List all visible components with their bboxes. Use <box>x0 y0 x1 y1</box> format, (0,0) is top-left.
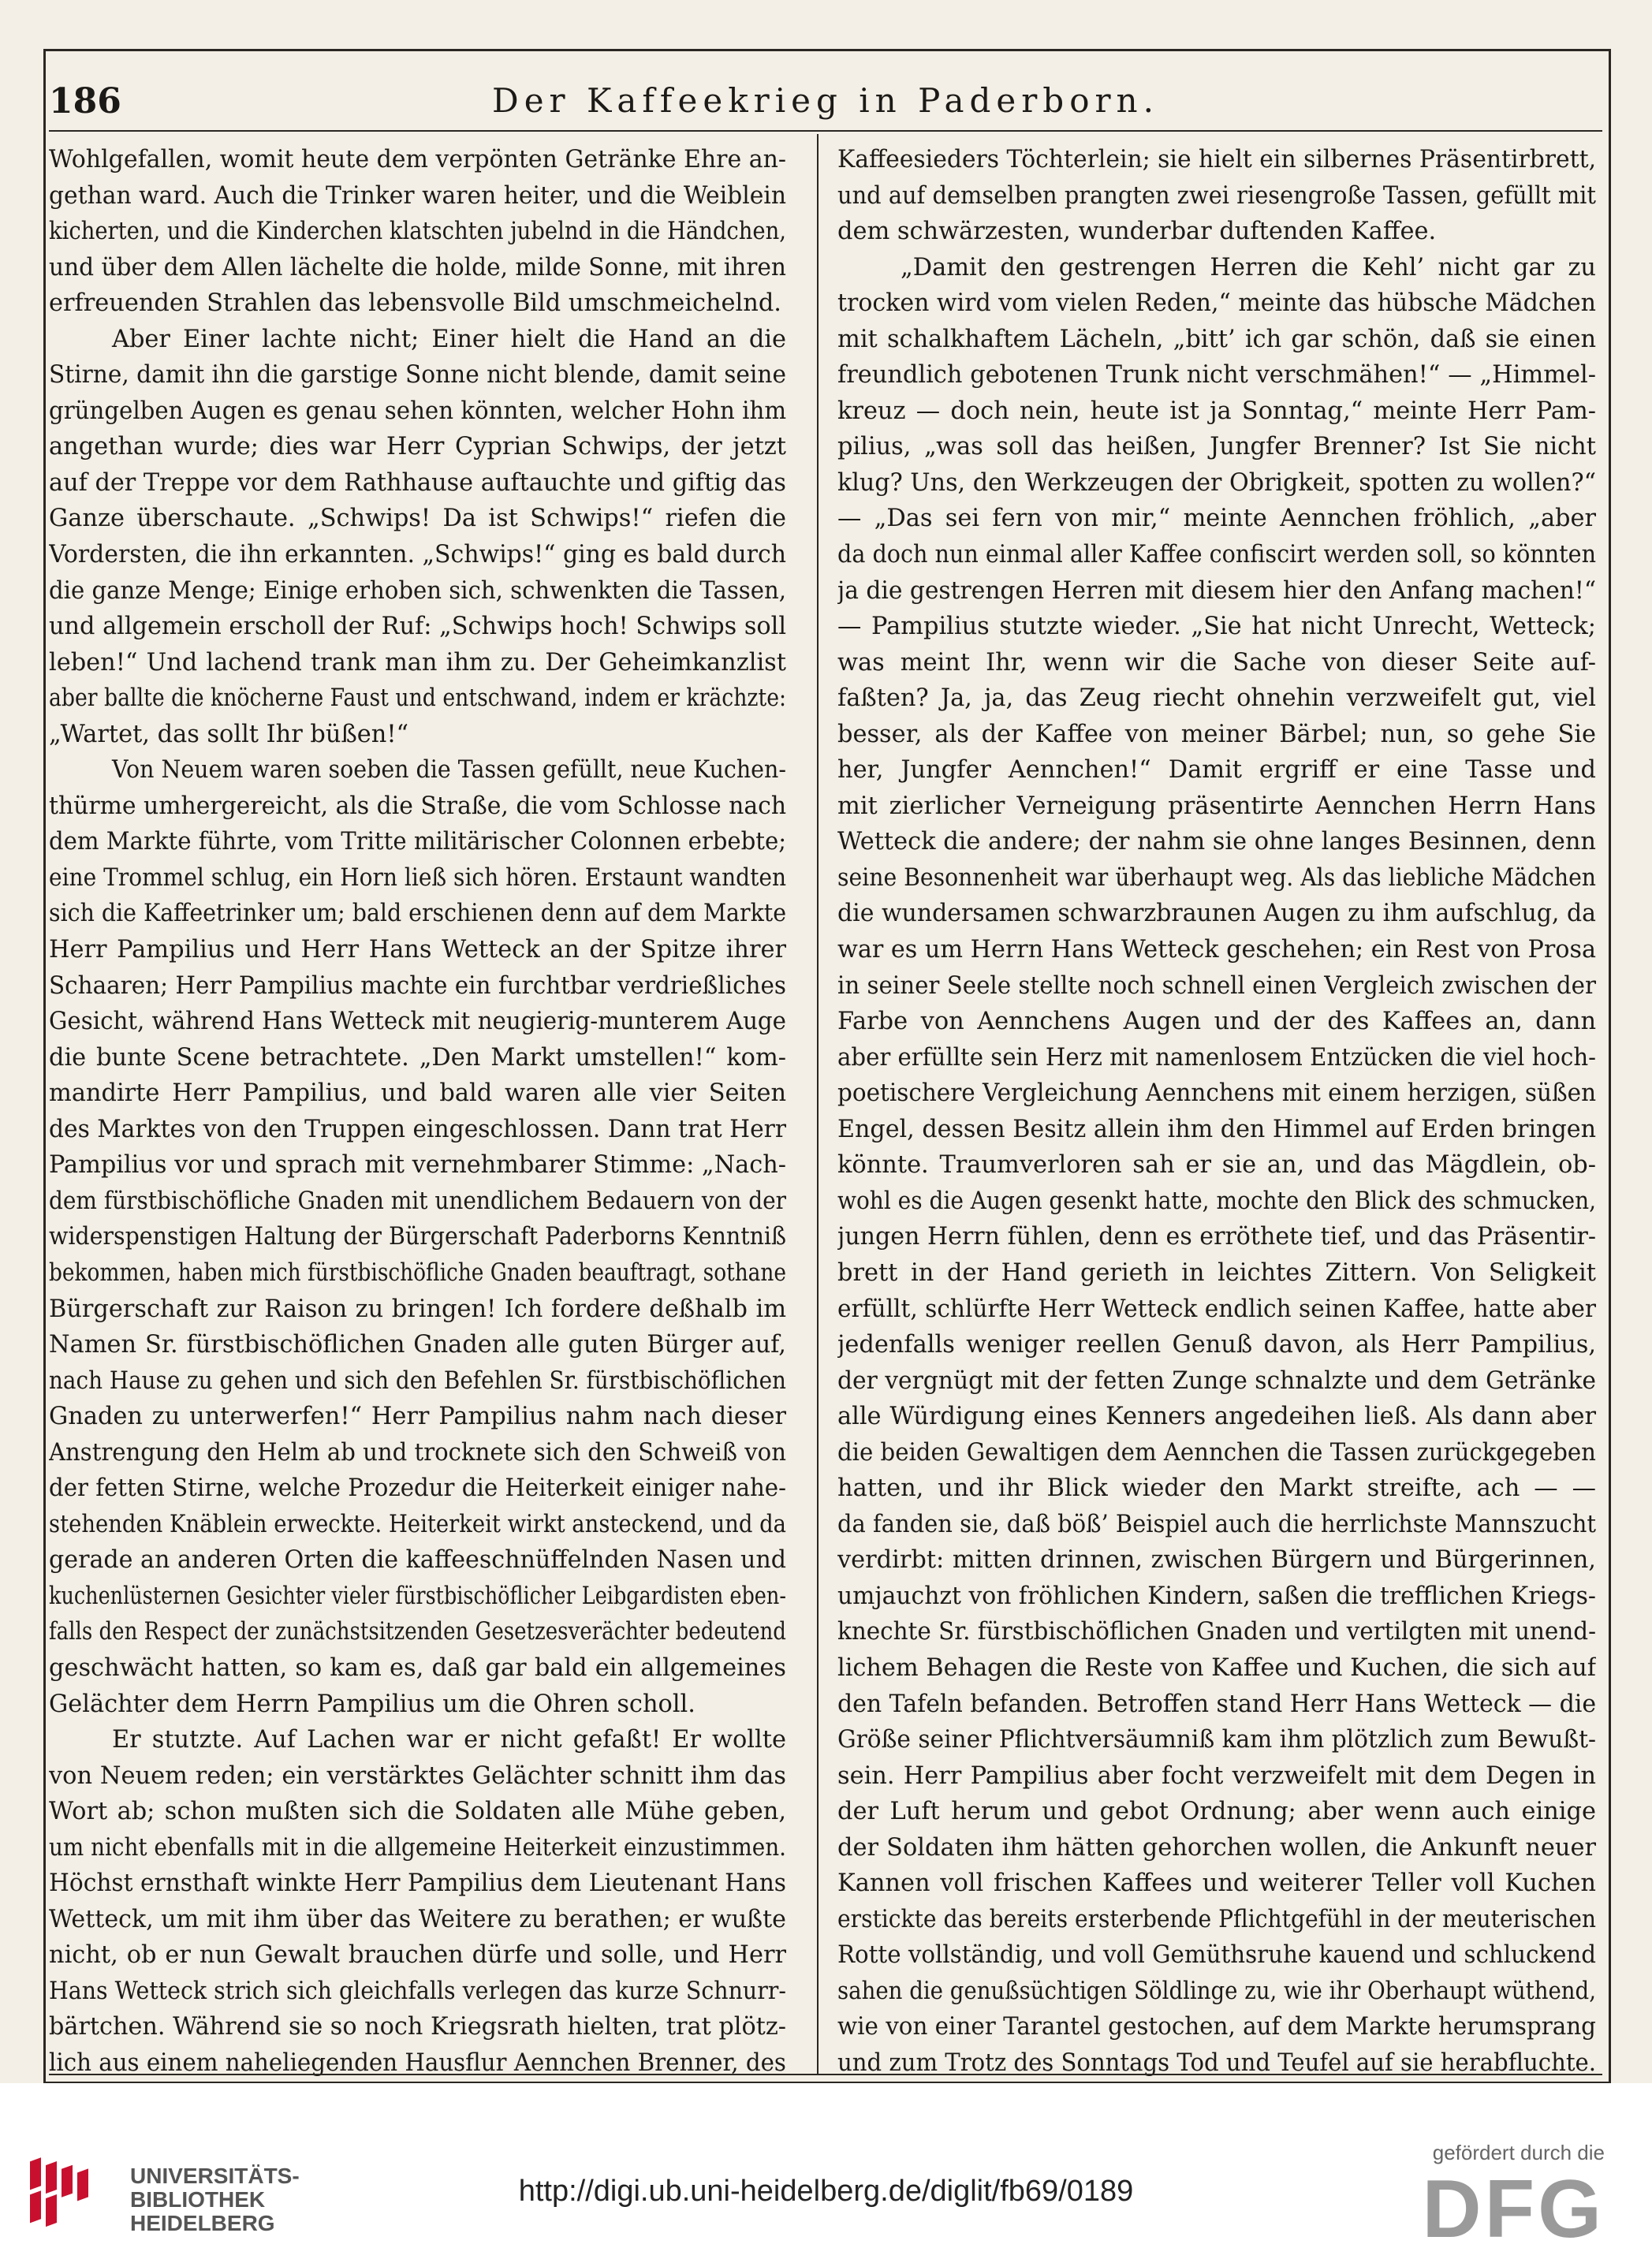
text-line: den Tafeln befanden. Betroffen stand Herr Hans Wetteck — die <box>837 1690 1596 1718</box>
text-line: ja die gestrengen Herren mit diesem hier den Anfang machen!“ <box>837 576 1596 605</box>
text-column-left <box>49 142 786 2082</box>
text-line: sich die Kaffeetrinker um; bald erschienen denn auf dem Markte <box>49 900 786 928</box>
text-line: klug? Uns, den Werkzeugen der Obrigkeit, spotten zu wollen?“ <box>837 468 1596 497</box>
text-line: die wundersamen schwarzbraunen Augen zu ihm aufschlug, da <box>837 900 1596 928</box>
text-line: Ganze überschaute. „Schwips! Da ist Schwips!“ riefen die <box>49 505 786 533</box>
text-line: in seiner Seele stellte noch schnell einen Vergleich zwischen der <box>837 971 1596 1000</box>
text-line: mit zierlicher Verneigung präsentirte Aennchen Herrn Hans <box>837 792 1596 820</box>
text-line: jedenfalls weniger reellen Genuß davon, als Herr Pampilius, <box>837 1331 1596 1359</box>
text-line: die beiden Gewaltigen dem Aennchen die Tassen zurückgegeben <box>837 1438 1596 1467</box>
text-line: sein. Herr Pampilius aber focht verzweifelt mit dem Degen in <box>837 1761 1596 1790</box>
text-line: nach Hause zu gehen und sich den Befehlen Sr. fürstbischöflichen <box>49 1366 786 1395</box>
text-line: freundlich gebotenen Trunk nicht verschmähen!“ — „Himmel- <box>837 361 1596 390</box>
text-line: Gesicht, während Hans Wetteck mit neugierig-munterem Auge <box>49 1008 786 1036</box>
text-line: der fetten Stirne, welche Prozedur die Heiterkeit einiger nahe- <box>49 1474 786 1503</box>
text-line: mit schalkhaftem Lächeln, „bitt’ ich gar schön, daß sie einen <box>837 325 1596 353</box>
text-line: „Damit den gestrengen Herren die Kehl’ nicht gar zu <box>901 253 1596 281</box>
text-line: eine Trommel schlug, ein Horn ließ sich hören. Erstaunt wandten <box>49 863 786 892</box>
text-line: was meint Ihr, wenn wir die Sache von dieser Seite auf- <box>837 648 1596 677</box>
text-line: Hans Wetteck strich sich gleichfalls verlegen das kurze Schnurr- <box>49 1977 786 2005</box>
text-line: seine Besonnenheit war überhaupt weg. Als das liebliche Mädchen <box>837 863 1596 892</box>
text-line: da fanden sie, daß böß’ Beispiel auch die herrlichste Mannszucht <box>837 1510 1596 1538</box>
text-line: aber ballte die knöcherne Faust und entschwand, indem er krächzte: <box>49 684 786 713</box>
text-line: um nicht ebenfalls mit in die allgemeine Heiterkeit einzustimmen. <box>49 1833 786 1862</box>
header-rule <box>49 130 1602 132</box>
text-line: falls den Respect der zunächstsitzenden Gesetzesverächter bedeutend <box>49 1618 786 1646</box>
text-line: Gelächter dem Herrn Pampilius um die Ohren scholl. <box>49 1690 695 1718</box>
text-line: dem Markte führte, vom Tritte militärischer Colonnen erbebte; <box>49 828 786 856</box>
text-line: da doch nun einmal aller Kaffee confiscirt werden soll, so könnten <box>837 541 1596 569</box>
text-line: gethan ward. Auch die Trinker waren heiter, und die Weiblein <box>49 181 786 210</box>
text-line: wie von einer Tarantel gestochen, auf dem Markte herumsprang <box>837 2013 1596 2041</box>
text-line: gerade an anderen Orten die kaffeeschnüffelnden Nasen und <box>49 1546 786 1575</box>
text-line: erstickte das bereits ersterbende Pflichtgefühl in der meuterischen <box>837 1905 1596 1933</box>
text-line: erfüllt, schlürfte Herr Wetteck endlich seinen Kaffee, hatte aber <box>837 1295 1596 1323</box>
text-line: angethan wurde; dies war Herr Cyprian Schwips, der jetzt <box>49 433 786 461</box>
text-line: der Luft herum und gebot Ordnung; aber wenn auch einige <box>837 1798 1596 1826</box>
text-line: bekommen, haben mich fürstbischöfliche Gnaden beauftragt, sothane <box>49 1258 786 1287</box>
text-line: thürme umhergereicht, als die Straße, die vom Schlosse nach <box>49 792 786 820</box>
funding-caption: gefördert durch die <box>1432 2141 1605 2164</box>
text-line: bärtchen. Während sie so noch Kriegsrath hielten, trat plötz- <box>49 2013 786 2041</box>
text-line: Wort ab; schon mußten sich die Soldaten alle Mühe geben, <box>49 1798 786 1826</box>
text-line: wohl es die Augen gesenkt hatte, mochte den Blick des schmucken, <box>837 1187 1596 1215</box>
text-line: Größe seiner Pflichtversäumniß kam ihm plötzlich zum Bewußt- <box>837 1726 1596 1754</box>
text-line: und auf demselben prangten zwei riesengroße Tassen, gefüllt mit <box>837 181 1596 210</box>
text-line: kicherten, und die Kinderchen klatschten jubelnd in die Händchen, <box>49 218 786 246</box>
text-line: Wetteck die andere; der nahm sie ohne langes Besinnen, denn <box>837 828 1596 856</box>
dfg-logo: DFG <box>1422 2164 1605 2255</box>
running-title: Der Kaffeekrieg in Paderborn. <box>492 81 1159 120</box>
text-line: hatten, und ihr Blick wieder den Markt streifte, ach — — <box>837 1474 1596 1503</box>
text-line: Kannen voll frischen Kaffees und weiterer Teller voll Kuchen <box>837 1869 1596 1898</box>
text-line: sahen die genußsüchtigen Söldlinge zu, wie ihr Oberhaupt wüthend, <box>837 1977 1596 2005</box>
text-line: auf der Treppe vor dem Rathhause auftauchte und giftig das <box>49 468 786 497</box>
text-line: des Marktes von den Truppen eingeschlossen. Dann trat Herr <box>49 1115 786 1143</box>
text-line: lichem Behagen die Reste von Kaffee und Kuchen, die sich auf <box>837 1653 1596 1682</box>
text-line: Wohlgefallen, womit heute dem verpönten Getränke Ehre an- <box>49 146 786 173</box>
text-line: Aber Einer lachte nicht; Einer hielt die Hand an die <box>112 325 786 353</box>
text-line: Wetteck, um mit ihm über das Weitere zu berathen; er wußte <box>49 1905 786 1933</box>
text-line: Er stutzte. Auf Lachen war er nicht gefaßt! Er wollte <box>112 1726 786 1754</box>
text-line: Pampilius vor und sprach mit vernehmbarer Stimme: „Nach- <box>49 1151 786 1180</box>
text-line: faßten? Ja, ja, das Zeug riecht ohnehin verzweifelt gut, viel <box>837 684 1596 713</box>
text-line: her, Jungfer Aennchen!“ Damit ergriff er eine Tasse und <box>837 756 1596 785</box>
text-line: — „Das sei fern von mir,“ meinte Aennchen fröhlich, „aber <box>837 505 1596 533</box>
text-line: alle Würdigung eines Kenners angedeihen ließ. Als dann aber <box>837 1403 1596 1431</box>
text-line: poetischere Vergleichung Aennchens mit einem herzigen, süßen <box>837 1079 1596 1108</box>
text-line: trocken wird vom vielen Reden,“ meinte das hübsche Mädchen <box>837 289 1596 318</box>
text-line: widerspenstigen Haltung der Bürgerschaft Paderborns Kenntniß <box>49 1223 786 1251</box>
column-divider <box>817 134 819 2074</box>
text-line: dem fürstbischöfliche Gnaden mit unendlichem Bedauern von der <box>49 1187 786 1215</box>
text-line: kuchenlüsternen Gesichter vieler fürstbischöflicher Leibgardisten eben- <box>49 1582 786 1610</box>
page-header <box>49 75 1602 138</box>
text-line: jungen Herrn fühlen, denn es erröthete tief, und das Präsentir- <box>837 1223 1596 1251</box>
text-line: Engel, dessen Besitz allein ihm den Himmel auf Erden bringen <box>837 1115 1596 1143</box>
library-name-line: BIBLIOTHEK <box>130 2187 266 2212</box>
text-line: umjauchzt von fröhlichen Kindern, saßen die trefflichen Kriegs- <box>837 1582 1596 1610</box>
text-line: brett in der Hand gerieth in leichtes Zittern. Von Seligkeit <box>837 1258 1596 1287</box>
text-line: und über dem Allen lächelte die holde, milde Sonne, mit ihren <box>49 253 786 281</box>
text-line: der vergnügt mit der fetten Zunge schnalzte und dem Getränke <box>837 1366 1596 1395</box>
text-line: und allgemein erscholl der Ruf: „Schwips hoch! Schwips soll <box>49 613 786 641</box>
text-line: war es um Herrn Hans Wetteck geschehen; ein Rest von Prosa <box>837 936 1596 964</box>
text-line: — Pampilius stutzte wieder. „Sie hat nicht Unrecht, Wetteck; <box>837 613 1596 641</box>
text-line: und zum Trotz des Sonntags Tod und Teufel auf sie herabfluchte. <box>837 2048 1596 2077</box>
text-line: die bunte Scene betrachtete. „Den Markt umstellen!“ kom- <box>49 1043 786 1072</box>
text-line: stehenden Knäblein erweckte. Heiterkeit wirkt ansteckend, und da <box>49 1510 786 1538</box>
text-column-right <box>837 142 1596 2082</box>
text-line: die ganze Menge; Einige erhoben sich, schwenkten die Tassen, <box>49 576 786 605</box>
text-line: Bürgerschaft zur Raison zu bringen! Ich fordere deßhalb im <box>49 1295 786 1323</box>
text-line: Anstrengung den Helm ab und trocknete sich den Schweiß von <box>49 1438 786 1467</box>
library-name-line: UNIVERSITÄTS- <box>130 2164 300 2188</box>
text-line: knechte Sr. fürstbischöflichen Gnaden und vertilgten mit unend- <box>837 1618 1596 1646</box>
text-line: lich aus einem naheliegenden Hausflur Aennchen Brenner, des <box>49 2048 786 2077</box>
text-line: Namen Sr. fürstbischöflichen Gnaden alle guten Bürger auf, <box>49 1331 786 1359</box>
source-url-link[interactable]: http://digi.ub.uni-heidelberg.de/diglit/fb69/0189 <box>518 2175 1134 2208</box>
text-line: verdirbt: mitten drinnen, zwischen Bürgern und Bürgerinnen, <box>837 1546 1596 1575</box>
text-line: mandirte Herr Pampilius, und bald waren alle vier Seiten <box>49 1079 786 1108</box>
text-line: erfreuenden Strahlen das lebensvolle Bild umschmeichelnd. <box>49 289 781 318</box>
library-name-line: HEIDELBERG <box>130 2211 275 2235</box>
text-line: pilius, „was soll das heißen, Jungfer Brenner? Ist Sie nicht <box>837 433 1596 461</box>
text-line: Rotte vollständig, und voll Gemüthsruhe kauend und schluckend <box>837 1941 1596 1970</box>
text-line: grüngelben Augen es genau sehen könnten, welcher Hohn ihm <box>49 397 786 425</box>
text-line: Kaffeesieders Töchterlein; sie hielt ein silbernes Präsentirbrett, <box>837 146 1596 173</box>
text-line: besser, als der Kaffee von meiner Bärbel; nun, so gehe Sie <box>837 720 1596 748</box>
page-number: 186 <box>49 81 121 121</box>
text-line: könnte. Traumverloren sah er sie an, und das Mägdlein, ob- <box>837 1151 1596 1180</box>
text-line: Von Neuem waren soeben die Tassen gefüllt, neue Kuchen- <box>112 756 786 785</box>
text-line: Höchst ernsthaft winkte Herr Pampilius dem Lieutenant Hans <box>49 1869 786 1898</box>
text-line: Herr Pampilius und Herr Hans Wetteck an der Spitze ihrer <box>49 936 786 964</box>
bottom-rule <box>49 2074 1602 2075</box>
text-line: Farbe von Aennchens Augen und der des Kaffees an, dann <box>837 1008 1596 1036</box>
text-line: der Soldaten ihm hätten gehorchen wollen, die Ankunft neuer <box>837 1833 1596 1862</box>
text-line: von Neuem reden; ein verstärktes Gelächter schnitt ihm das <box>49 1761 786 1790</box>
text-line: Stirne, damit ihn die garstige Sonne nicht blende, damit seine <box>49 361 786 390</box>
text-line: nicht, ob er nun Gewalt brauchen dürfe und solle, und Herr <box>49 1941 786 1970</box>
text-line: kreuz — doch nein, heute ist ja Sonntag,“ meinte Herr Pam- <box>837 397 1596 425</box>
text-line: Schaaren; Herr Pampilius machte ein furchtbar verdrießliches <box>49 971 786 1000</box>
text-line: geschwächt hatten, so kam es, daß gar bald ein allgemeines <box>49 1653 786 1682</box>
text-line: leben!“ Und lachend trank man ihm zu. Der Geheimkanzlist <box>49 648 786 677</box>
text-line: „Wartet, das sollt Ihr büßen!“ <box>49 720 409 748</box>
text-line: dem schwärzesten, wunderbar duftenden Kaffee. <box>837 218 1437 246</box>
text-line: Gnaden zu unterwerfen!“ Herr Pampilius nahm nach dieser <box>49 1403 786 1431</box>
text-line: Vordersten, die ihn erkannten. „Schwips!“ ging es bald durch <box>49 541 786 569</box>
text-line: aber erfüllte sein Herz mit namenlosem Entzücken die viel hoch- <box>837 1043 1596 1072</box>
